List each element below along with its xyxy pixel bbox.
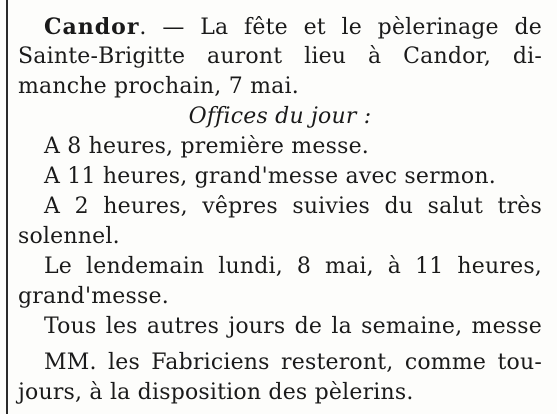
article-line-2: Sainte-Brigitte auront lieu à Candor, di-	[18, 44, 542, 69]
office-line-9: jours, à la disposition des pèlerins.	[18, 380, 414, 405]
article-body	[18, 12, 542, 408]
office-line-8: MM. les Fabriciens resteront, comme tou-	[44, 350, 542, 375]
column-rule	[6, 0, 8, 414]
offices-title: Offices du jour :	[188, 104, 372, 129]
article-line-3: manche prochain, 7 mai.	[18, 74, 299, 99]
article-first-line	[18, 12, 542, 42]
town-heading: Candor	[44, 14, 140, 40]
office-line-7: Tous les autres jours de la semaine, messe	[44, 314, 542, 339]
article-line-1: La fête et le pèlerinage de	[200, 15, 542, 40]
office-line-4: solennel.	[18, 224, 120, 249]
office-line-1: A 8 heures, première messe.	[44, 134, 369, 159]
office-line-5: Le lendemain lundi, 8 mai, à 11 heures,	[44, 254, 542, 279]
office-line-6: grand'messe.	[18, 284, 169, 309]
office-line-2: A 11 heures, grand'messe avec sermon.	[44, 164, 496, 189]
office-line-3: A 2 heures, vêpres suivies du salut très	[44, 194, 542, 219]
lead-dash: . —	[139, 15, 185, 40]
